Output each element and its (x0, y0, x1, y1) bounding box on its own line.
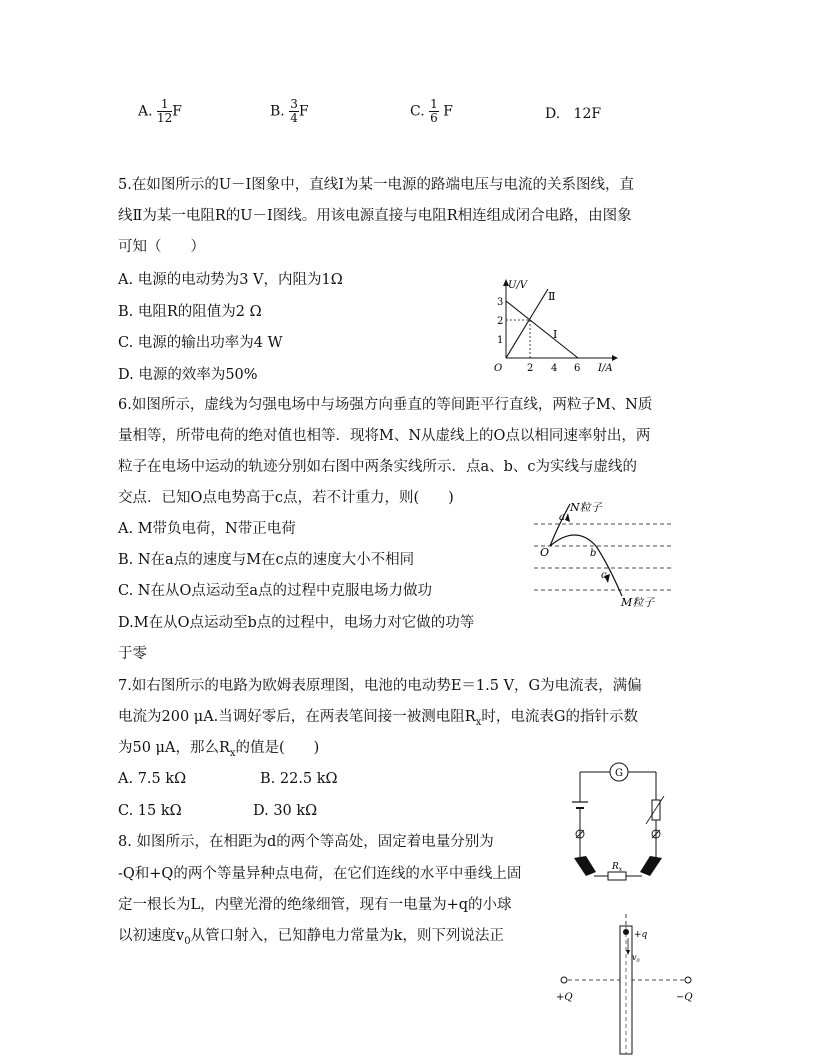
q6-option-d-line1: D.M在从O点运动至b点的过程中，电场力对它做的功等 (118, 615, 475, 631)
x-tick-2: 2 (527, 363, 534, 374)
q6-stem-line4: 交点．已知O点电势高于c点，若不计重力，则( ) (118, 490, 454, 506)
q7-ohmmeter-circuit (568, 752, 668, 892)
fraction: $\frac{3}{4}$ (290, 97, 298, 125)
x-tick-6: 6 (574, 363, 581, 374)
line-II (506, 289, 548, 358)
line-II-label: Ⅱ (548, 290, 556, 303)
q6-option-d-line2: 于零 (118, 646, 147, 662)
line-I (506, 301, 578, 358)
q5-stem-line2: 线Ⅱ为某一电阻R的U－I图线。用该电源直接与电阻R相连组成闭合电路，由图象 (118, 208, 632, 224)
resistor-rx-icon (608, 872, 626, 880)
q6-option-b: B. N在a点的速度与M在c点的速度大小不相同 (118, 552, 415, 568)
n-particle-label: N粒子 (570, 501, 602, 514)
q6-stem-line3: 粒子在电场中运动的轨迹分别如右图中两条实线所示．点a、b、c为实线与虚线的 (118, 459, 638, 475)
q4-option-a: A. $\frac{1}{12}$ F (138, 97, 183, 125)
y-tick-1: 1 (497, 335, 504, 346)
m-particle-label: M粒子 (621, 596, 655, 609)
y-axis-label: U/V (508, 280, 528, 291)
q7-stem-line3: 为50 μA，那么$R_x$的值是( ) (118, 740, 320, 759)
q5-stem-line3: 可知（ ） (118, 239, 205, 255)
n-arrow-icon (565, 513, 570, 522)
x-tick-4: 4 (551, 363, 558, 374)
y-tick-3: 3 (497, 297, 504, 308)
q8-stem-line1: 8. 如图所示，在相距为d的两个等高处，固定着电量分别为 (118, 834, 494, 850)
q6-option-a: A. M带负电荷，N带正电荷 (118, 521, 296, 537)
line-I-label: Ⅰ (553, 328, 558, 341)
q6-trajectory-figure (528, 496, 678, 611)
q7-option-a: A. 7.5 kΩ (118, 771, 187, 787)
point-o-label: O (540, 546, 550, 559)
q7-stem-line1: 7.如右图所示的电路为欧姆表原理图，电池的电动势E＝1.5 V，G为电流表，满偏 (118, 678, 642, 694)
probe-right-icon (640, 856, 662, 876)
q8-stem-line3: 定一根长为L，内壁光滑的绝缘细管，现有一电量为+q的小球 (118, 897, 512, 913)
rheostat-icon (652, 800, 660, 820)
point-a-label: a (559, 512, 565, 523)
q4-option-d: D. 12F (545, 106, 602, 122)
y-tick-2: 2 (497, 316, 504, 327)
q4-option-b: B. $\frac{3}{4}$ F (270, 97, 309, 125)
point-c-label: c (601, 570, 607, 581)
q7-stem-line2: 电流为200 μA.当调好零后，在两表笔间接一被测电阻$R_x$时，电流表G的指针示数 (118, 709, 638, 728)
point-b-label: b (590, 548, 597, 559)
q6-option-c: C. N在从O点运动至a点的过程中克服电场力做功 (118, 583, 433, 599)
x-axis-arrow-icon (612, 355, 618, 361)
q6-stem-line2: 量相等，所带电荷的绝对值也相等．现将M、N从虚线上的O点以相同速率射出，两 (118, 428, 651, 444)
q7-option-b: B. 22.5 kΩ (260, 771, 338, 787)
q8-stem-line2: -Q和+Q的两个等量异种点电荷，在它们连线的水平中垂线上固 (118, 866, 522, 882)
q5-option-b: B. 电阻R的阻值为2 Ω (118, 304, 262, 320)
q7-option-c: C. 15 kΩ (118, 803, 182, 819)
q4-option-c: C. $\frac{1}{6}$ F (410, 97, 453, 125)
probe-left-icon (574, 856, 596, 876)
velocity-label: $v_0$ (632, 953, 640, 964)
m-trajectory (550, 535, 622, 596)
fraction: $\frac{1}{6}$ (430, 97, 438, 125)
right-charge-label: −Q (676, 992, 693, 1003)
origin-label: O (494, 363, 503, 374)
ball-charge-label: +q (634, 930, 648, 940)
q5-ui-graph (490, 276, 620, 376)
x-axis-label: I/A (598, 363, 613, 374)
galvanometer-label: G (615, 768, 623, 779)
fraction: $\frac{1}{12}$ (157, 97, 173, 125)
left-charge-label: +Q (556, 992, 573, 1003)
q5-stem-line1: 5.在如图所示的U－I图象中，直线Ⅰ为某一电源的路端电压与电流的关系图线，直 (118, 177, 635, 193)
q8-stem-line4: 以初速度$v_0$从管口射入，已知静电力常量为k，则下列说法正 (118, 928, 504, 947)
small-ball-icon (623, 929, 629, 935)
q5-option-a: A. 电源的电动势为3 V，内阻为1Ω (118, 272, 343, 288)
right-charge-icon (685, 977, 691, 983)
q8-charges-figure (552, 910, 700, 1056)
resistor-rx-label: $R_x$ (612, 862, 623, 873)
q6-stem-line1: 6.如图所示，虚线为匀强电场中与场强方向垂直的等间距平行直线，两粒子M、N质 (118, 397, 653, 413)
left-charge-icon (561, 977, 567, 983)
q5-option-d: D. 电源的效率为50% (118, 367, 258, 383)
q5-option-c: C. 电源的输出功率为4 W (118, 335, 283, 351)
q7-option-d: D. 30 kΩ (253, 803, 318, 819)
